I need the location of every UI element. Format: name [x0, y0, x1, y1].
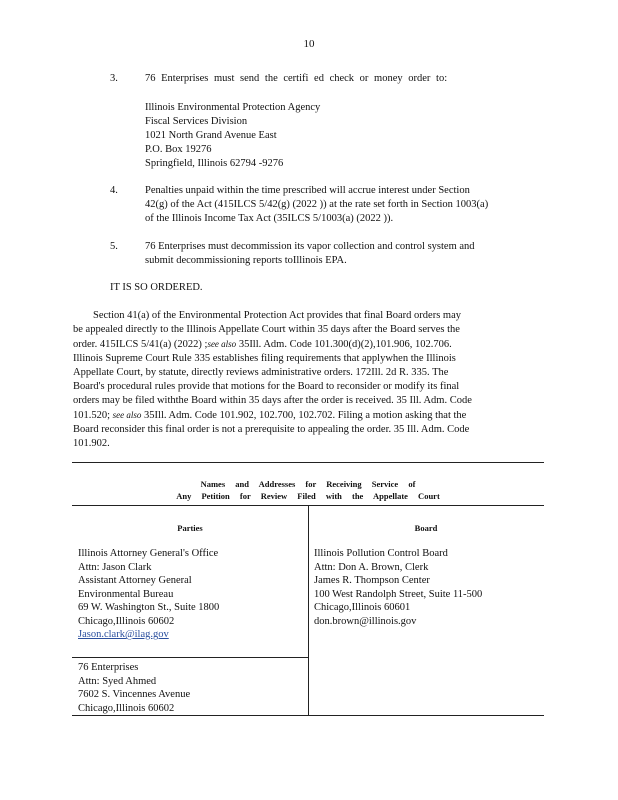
board-address — [314, 547, 482, 628]
parties-column-title: Parties — [177, 523, 203, 533]
paragraph-line: be appealed directly to the Illinois Appellate Court within 35 days after the Board serves the — [73, 324, 460, 335]
party-line: Environmental Bureau — [78, 588, 174, 600]
item-4-line: 42(g) of the Act (415ILCS 5/42(g) (2022 )) at the rate set forth in Section 1003(a) — [145, 199, 489, 210]
item-5-text — [145, 240, 530, 268]
header-line: Any Petition for Review Filed with the Appellate Court — [176, 491, 440, 501]
party-line: 7602 S. Vincennes Avenue — [78, 689, 191, 700]
paragraph-line: 101.902. — [73, 438, 110, 449]
paragraph-line: Illinois Supreme Court Rule 335 establishes filing requirements that applywhen the Illinois — [73, 353, 456, 364]
party-line: 76 Enterprises — [78, 662, 139, 673]
see-also-signal: see also — [207, 339, 237, 349]
paragraph-line: Board's procedural rules provide that motions for the Board to reconsider or modify its final — [73, 381, 460, 392]
board-line: James R. Thompson Center — [314, 575, 430, 586]
party-line: Chicago,Illinois 60602 — [78, 615, 175, 627]
divider — [72, 657, 308, 658]
so-ordered: IT IS SO ORDERED. — [110, 282, 203, 293]
address-line: Illinois Environmental Protection Agency — [145, 102, 321, 113]
party-email-link[interactable]: Jason.clark@ilag.gov — [78, 629, 169, 640]
party-line: Attn: Jason Clark — [78, 561, 152, 573]
board-email: don.brown@illinois.gov — [314, 615, 417, 627]
item-4-number: 4. — [110, 185, 118, 196]
paragraph-line — [73, 408, 533, 423]
board-column-title: Board — [414, 523, 438, 533]
service-table-header — [72, 478, 544, 502]
board-line: Chicago,Illinois 60601 — [314, 602, 411, 613]
item-4-line: Penalties unpaid within the time prescribed will accrue interest under Section — [145, 185, 470, 196]
party-line: 69 W. Washington St., Suite 1800 — [78, 602, 220, 613]
paragraph-line: orders may be filed withthe Board within 35 days after the order is received. 35 Ill. Adm. Code — [73, 395, 472, 406]
party-line: Attn: Syed Ahmed — [78, 675, 157, 687]
board-line: Illinois Pollution Control Board — [314, 548, 448, 559]
paragraph-line: Section 41(a) of the Environmental Protection Act provides that final Board orders may — [93, 310, 461, 321]
item-5-line: 76 Enterprises must decommission its vapor collection and control system and — [145, 241, 475, 252]
item-4-text — [145, 184, 530, 226]
payment-address — [145, 101, 445, 171]
address-line: Fiscal Services Division — [145, 116, 248, 127]
item-3-text: 76 Enterprises must send the certifi ed check or money order to: — [145, 73, 448, 84]
party-line: Chicago,Illinois 60602 — [78, 702, 175, 714]
item-5-number: 5. — [110, 241, 118, 252]
address-line: 1021 North Grand Avenue East — [145, 130, 277, 141]
citation: 35Ill. Adm. Code 101.902, 102.700, 102.702. Filing a motion asking that the — [141, 410, 467, 421]
party-line: Illinois Attorney General's Office — [78, 548, 219, 559]
board-line: Attn: Don A. Brown, Clerk — [314, 561, 429, 573]
board-line: 100 West Randolph Street, Suite 11-500 — [314, 588, 483, 600]
citation: 101.520; — [73, 410, 111, 421]
paragraph-line — [73, 337, 533, 352]
party-attorney-general — [78, 547, 219, 642]
party-line: Assistant Attorney General — [78, 575, 192, 586]
paragraph-line: Board reconsider this final order is not a prerequisite to appealing the order. 35 Ill. Adm. Code — [73, 424, 470, 435]
item-4-line: of the Illinois Income Tax Act (35ILCS 5/1003(a) (2022 )). — [145, 213, 394, 224]
citation: 35Ill. Adm. Code 101.300(d)(2),101.906, 102.706. — [236, 339, 452, 350]
page-number: 10 — [303, 38, 315, 50]
appeal-paragraph — [73, 309, 533, 451]
header-line: Names and Addresses for Receiving Service of — [200, 479, 416, 489]
address-line: Springfield, Illinois 62794 -9276 — [145, 158, 284, 169]
divider — [308, 505, 309, 715]
item-3-number: 3. — [110, 73, 118, 84]
address-line: P.O. Box 19276 — [145, 144, 212, 155]
citation: order. 415ILCS 5/41(a) (2022) ; — [73, 339, 208, 350]
see-also-signal: see also — [112, 410, 142, 420]
party-76-enterprises — [78, 661, 190, 715]
paragraph-line: Appellate Court, by statute, directly reviews administrative orders. 172Ill. 2d R. 335. The — [73, 367, 449, 378]
item-5-line: submit decommissioning reports toIllinois EPA. — [145, 255, 347, 266]
service-table — [72, 462, 544, 716]
